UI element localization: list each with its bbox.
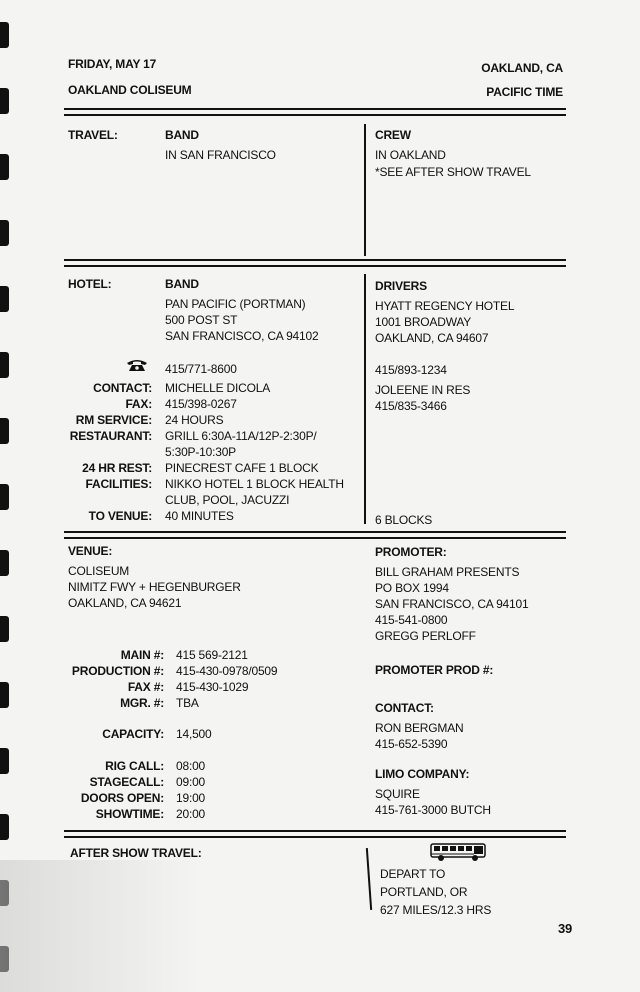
address-line: 500 POST ST — [165, 313, 238, 327]
detail-label: MAIN #: — [120, 648, 164, 662]
spiral-binding — [0, 0, 14, 992]
address-line: NIMITZ FWY + HEGENBURGER — [68, 580, 241, 594]
travel-label: TRAVEL: — [68, 128, 118, 142]
travel-crew-line: IN OAKLAND — [375, 148, 446, 162]
hotel-detail-values — [165, 380, 344, 524]
drivers-phone: 415/893-1234 — [375, 363, 447, 377]
venue-label: VENUE: — [68, 544, 113, 558]
address-line: SAN FRANCISCO, CA 94102 — [165, 329, 319, 343]
schedule-time: 20:00 — [176, 807, 206, 821]
detail-value: 415-430-0978/0509 — [176, 664, 278, 678]
detail-label: TO VENUE: — [88, 509, 152, 523]
promoter-label: PROMOTER: — [375, 545, 447, 559]
contact-line: 415-652-5390 — [375, 737, 448, 751]
detail-value: MICHELLE DICOLA — [165, 381, 271, 395]
telephone-icon — [126, 358, 148, 372]
detail-value: NIKKO HOTEL 1 BLOCK HEALTH — [165, 477, 344, 491]
schedule-values — [176, 758, 205, 822]
depart-line: DEPART TO — [380, 867, 446, 881]
hotel-phone: 415/771-8600 — [165, 362, 237, 376]
capacity-label: CAPACITY: — [102, 727, 164, 741]
detail-value: CLUB, POOL, JACUZZI — [165, 493, 290, 507]
detail-label: CONTACT: — [93, 381, 152, 395]
detail-value: 24 HOURS — [165, 413, 224, 427]
travel-crew-title: CREW — [375, 128, 411, 142]
detail-label: PRODUCTION #: — [71, 664, 164, 678]
venue-phone-labels — [40, 647, 164, 711]
detail-value: GRILL 6:30A-11A/12P-2:30P/ — [165, 429, 317, 443]
promoter-line: 415-541-0800 — [375, 613, 448, 627]
column-divider — [364, 274, 366, 524]
limo-lines — [375, 786, 491, 818]
drivers-contact — [375, 382, 470, 414]
address-line: 1001 BROADWAY — [375, 315, 472, 329]
promoter-line: GREGG PERLOFF — [375, 629, 476, 643]
limo-label: LIMO COMPANY: — [375, 767, 470, 781]
contact-line: JOLEENE IN RES — [375, 383, 471, 397]
header-date: FRIDAY, MAY 17 — [68, 57, 157, 71]
column-divider — [364, 124, 366, 256]
promoter-contact-lines — [375, 720, 463, 752]
rule — [64, 265, 566, 267]
schedule-label: RIG CALL: — [105, 759, 164, 773]
contact-line: RON BERGMAN — [375, 721, 464, 735]
schedule-label: DOORS OPEN: — [80, 791, 164, 805]
header-city: OAKLAND, CA — [481, 61, 563, 75]
rule — [64, 537, 566, 539]
limo-line: 415-761-3000 BUTCH — [375, 803, 491, 817]
detail-value: TBA — [176, 696, 199, 710]
schedule-time: 08:00 — [176, 759, 206, 773]
rule — [64, 836, 566, 838]
detail-label: FACILITIES: — [85, 477, 152, 491]
drivers-title: DRIVERS — [375, 279, 427, 293]
detail-label — [40, 492, 152, 508]
schedule-time: 09:00 — [176, 775, 206, 789]
address-line: PAN PACIFIC (PORTMAN) — [165, 297, 306, 311]
depart-line: 627 MILES/12.3 HRS — [380, 903, 492, 917]
hotel-label: HOTEL: — [68, 277, 112, 291]
promoter-prod-label: PROMOTER PROD #: — [375, 663, 494, 677]
header-timezone: PACIFIC TIME — [486, 85, 563, 99]
depart-lines — [380, 866, 491, 918]
detail-value: PINECREST CAFE 1 BLOCK — [165, 461, 319, 475]
schedule-label: SHOWTIME: — [95, 807, 164, 821]
detail-value: 40 MINUTES — [165, 509, 234, 523]
address-line: HYATT REGENCY HOTEL — [375, 299, 515, 313]
hotel-band-address — [165, 296, 318, 344]
page-shadow — [0, 860, 200, 992]
detail-label: 24 HR REST: — [82, 461, 152, 475]
detail-value: 415/398-0267 — [165, 397, 237, 411]
detail-value: 5:30P-10:30P — [165, 445, 236, 459]
promoter-contact-label: CONTACT: — [375, 701, 434, 715]
address-line: OAKLAND, CA 94621 — [68, 596, 182, 610]
rule — [64, 259, 566, 261]
page-number: 39 — [558, 921, 573, 936]
rule — [64, 830, 566, 832]
address-line: COLISEUM — [68, 564, 130, 578]
promoter-line: PO BOX 1994 — [375, 581, 449, 595]
schedule-labels — [40, 758, 164, 822]
header-venue: OAKLAND COLISEUM — [68, 83, 192, 97]
limo-line: SQUIRE — [375, 787, 420, 801]
venue-address — [68, 563, 241, 611]
rule — [64, 531, 566, 533]
detail-value: 415-430-1029 — [176, 680, 249, 694]
detail-label: RESTAURANT: — [69, 429, 152, 443]
detail-label: RM SERVICE: — [75, 413, 152, 427]
travel-crew-line: *SEE AFTER SHOW TRAVEL — [375, 165, 531, 179]
capacity-value: 14,500 — [176, 727, 212, 741]
detail-label: FAX: — [125, 397, 152, 411]
tour-bus-icon — [430, 842, 488, 862]
travel-band-line: IN SAN FRANCISCO — [165, 148, 276, 162]
rule — [64, 114, 566, 116]
drivers-address — [375, 298, 514, 346]
detail-value: 415 569-2121 — [176, 648, 248, 662]
contact-line: 415/835-3466 — [375, 399, 447, 413]
rule — [64, 108, 566, 110]
schedule-label: STAGECALL: — [89, 775, 164, 789]
detail-label — [40, 444, 152, 460]
address-line: OAKLAND, CA 94607 — [375, 331, 489, 345]
after-show-label: AFTER SHOW TRAVEL: — [70, 846, 202, 860]
promoter-line: BILL GRAHAM PRESENTS — [375, 565, 520, 579]
promoter-line: SAN FRANCISCO, CA 94101 — [375, 597, 529, 611]
venue-phone-values — [176, 647, 277, 711]
detail-label: MGR. #: — [120, 696, 164, 710]
hotel-band-title: BAND — [165, 277, 199, 291]
depart-line: PORTLAND, OR — [380, 885, 468, 899]
schedule-time: 19:00 — [176, 791, 206, 805]
detail-label: FAX #: — [127, 680, 164, 694]
hotel-detail-labels — [40, 380, 152, 524]
drivers-to-venue: 6 BLOCKS — [375, 513, 433, 527]
travel-band-title: BAND — [165, 128, 199, 142]
promoter-lines — [375, 564, 528, 644]
handwritten-divider — [366, 848, 372, 910]
